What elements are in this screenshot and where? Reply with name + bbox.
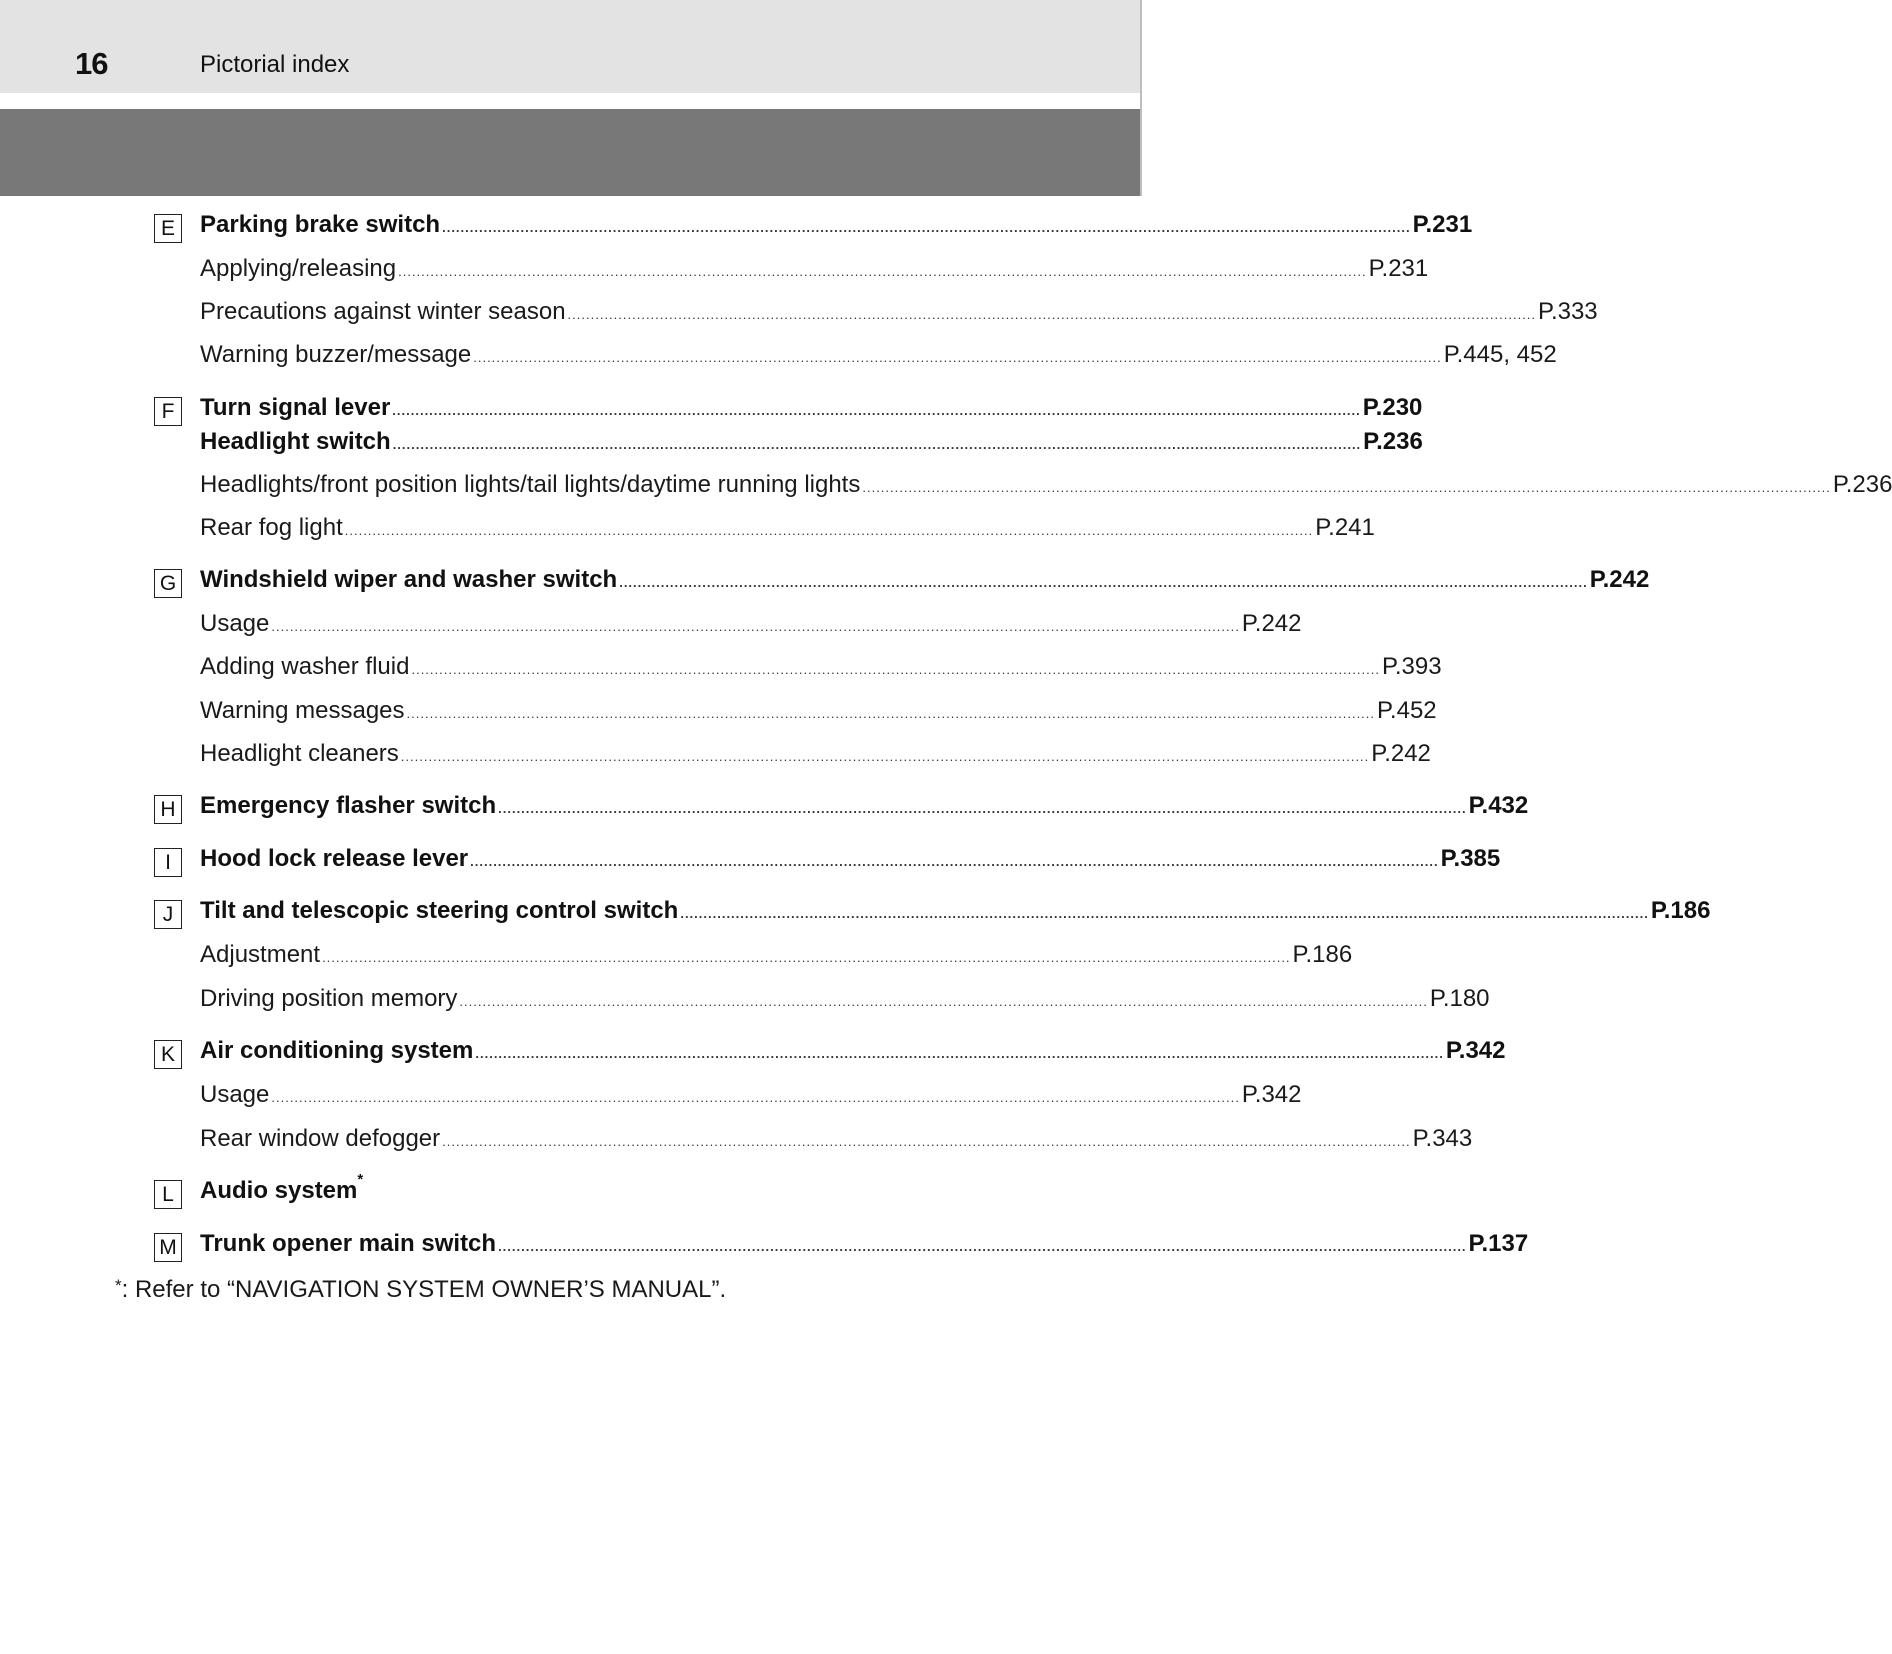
index-subentry-adjustment[interactable] bbox=[200, 941, 1353, 977]
footnote-marker: * bbox=[357, 1171, 364, 1188]
page-reference[interactable]: P.242 bbox=[1589, 566, 1650, 593]
entry-label: Tilt and telescopic steering control switch bbox=[200, 897, 679, 924]
index-subentry-usage[interactable] bbox=[200, 610, 1302, 646]
page-reference[interactable]: P.242 bbox=[1241, 610, 1302, 637]
section-title: Pictorial index bbox=[200, 51, 350, 78]
dot-leader: .................................................................................................................................................................................................................. bbox=[406, 706, 1376, 721]
entry-label: Headlight cleaners bbox=[200, 740, 399, 767]
index-subentry-driving-position-memory[interactable] bbox=[200, 985, 1490, 1021]
entry-label: Rear window defogger bbox=[200, 1125, 441, 1152]
entry-label: Headlight switch bbox=[200, 428, 391, 455]
index-entry-emergency-flasher[interactable] bbox=[200, 792, 1529, 828]
dot-leader: .................................................................................................................................................................................................................. bbox=[344, 523, 1314, 538]
item-badge-h: H bbox=[154, 795, 182, 824]
page-reference[interactable]: P.445, 452 bbox=[1443, 341, 1557, 368]
entry-label: Emergency flasher switch bbox=[200, 792, 497, 819]
dot-leader: .................................................................................................................................................................................................................. bbox=[470, 854, 1439, 869]
header-divider-band bbox=[0, 109, 1142, 196]
page-reference[interactable]: P.231 bbox=[1368, 255, 1429, 282]
entry-label: Turn signal lever bbox=[200, 394, 391, 421]
dot-leader: .................................................................................................................................................................................................................. bbox=[392, 403, 1361, 418]
page-reference[interactable]: P.393 bbox=[1381, 653, 1442, 680]
page-reference[interactable]: P.180 bbox=[1429, 985, 1490, 1012]
index-subentry-precautions-winter[interactable] bbox=[200, 298, 1598, 334]
page-reference[interactable]: P.241 bbox=[1315, 514, 1375, 541]
dot-leader: .................................................................................................................................................................................................................. bbox=[271, 1090, 1240, 1105]
dot-leader: .................................................................................................................................................................................................................. bbox=[680, 906, 1649, 921]
entry-label: Driving position memory bbox=[200, 985, 458, 1012]
dot-leader: .................................................................................................................................................................................................................. bbox=[567, 307, 1537, 322]
dot-leader: .................................................................................................................................................................................................................. bbox=[411, 662, 1380, 677]
entry-label-text: Audio system bbox=[200, 1177, 358, 1204]
page-reference[interactable]: P.452 bbox=[1377, 697, 1437, 724]
page-reference[interactable]: P.343 bbox=[1412, 1125, 1473, 1152]
index-entry-trunk-opener[interactable] bbox=[200, 1230, 1529, 1266]
index-entry-turn-signal-lever[interactable] bbox=[200, 394, 1423, 430]
page-reference[interactable]: P.342 bbox=[1241, 1081, 1302, 1108]
item-badge-j: J bbox=[154, 900, 182, 929]
page-reference[interactable]: P.385 bbox=[1440, 845, 1501, 872]
entry-label: Precautions against winter season bbox=[200, 298, 566, 325]
page-reference[interactable]: P.137 bbox=[1468, 1230, 1529, 1257]
index-entry-tilt-telescopic[interactable] bbox=[200, 897, 1711, 933]
dot-leader: .................................................................................................................................................................................................................. bbox=[473, 350, 1442, 365]
entry-label: Adjustment bbox=[200, 941, 321, 968]
entry-label: Parking brake switch bbox=[200, 211, 441, 238]
dot-leader: .................................................................................................................................................................................................................. bbox=[475, 1046, 1444, 1061]
index-subentry-warning-buzzer[interactable] bbox=[200, 341, 1557, 377]
page-reference[interactable]: P.186 bbox=[1650, 897, 1711, 924]
index-entry-parking-brake-switch[interactable] bbox=[200, 211, 1473, 247]
page-reference[interactable]: P.242 bbox=[1371, 740, 1431, 767]
index-subentry-headlight-cleaners[interactable] bbox=[200, 740, 1431, 776]
page-header bbox=[0, 0, 1142, 93]
entry-label: Hood lock release lever bbox=[200, 845, 469, 872]
index-entry-windshield-wiper[interactable] bbox=[200, 566, 1650, 602]
index-subentry-adding-washer-fluid[interactable] bbox=[200, 653, 1442, 689]
item-badge-l: L bbox=[154, 1180, 182, 1209]
dot-leader: .................................................................................................................................................................................................................. bbox=[498, 1239, 1467, 1254]
dot-leader: .................................................................................................................................................................................................................. bbox=[498, 801, 1467, 816]
dot-leader: .................................................................................................................................................................................................................. bbox=[322, 950, 1291, 965]
page-reference[interactable]: P.236 bbox=[1363, 428, 1423, 455]
item-badge-m: M bbox=[154, 1233, 182, 1262]
entry-label: Applying/releasing bbox=[200, 255, 397, 282]
index-entry-air-conditioning[interactable] bbox=[200, 1037, 1506, 1073]
footnote-marker: * bbox=[115, 1276, 122, 1295]
entry-label: Headlights/front position lights/tail lights/daytime running lights bbox=[200, 471, 861, 498]
footnote bbox=[115, 1272, 726, 1308]
index-entry-hood-lock-release[interactable] bbox=[200, 845, 1501, 881]
page-reference[interactable]: P.432 bbox=[1468, 792, 1529, 819]
page-reference[interactable]: P.342 bbox=[1445, 1037, 1506, 1064]
item-badge-i: I bbox=[154, 848, 182, 877]
index-subentry-applying-releasing[interactable] bbox=[200, 255, 1429, 291]
entry-label: Usage bbox=[200, 1081, 270, 1108]
index-entry-headlight-switch[interactable] bbox=[200, 428, 1423, 464]
entry-label: Usage bbox=[200, 610, 270, 637]
index-subentry-headlights-front-position[interactable] bbox=[200, 471, 1892, 507]
entry-label: Rear fog light bbox=[200, 514, 343, 541]
page-reference[interactable]: P.186 bbox=[1292, 941, 1353, 968]
entry-label: Adding washer fluid bbox=[200, 653, 410, 680]
footnote-text: : Refer to “NAVIGATION SYSTEM OWNER’S MANUAL”. bbox=[121, 1276, 727, 1303]
dot-leader: .................................................................................................................................................................................................................. bbox=[862, 480, 1831, 495]
item-badge-e: E bbox=[154, 214, 182, 243]
page-reference[interactable]: P.333 bbox=[1538, 298, 1598, 325]
page-edge-line bbox=[1140, 0, 1142, 196]
index-entry-audio-system[interactable] bbox=[200, 1171, 980, 1213]
page-number: 16 bbox=[75, 46, 108, 81]
index-subentry-rear-window-defogger[interactable] bbox=[200, 1125, 1473, 1161]
dot-leader: .................................................................................................................................................................................................................. bbox=[459, 994, 1428, 1009]
dot-leader: .................................................................................................................................................................................................................. bbox=[442, 1134, 1411, 1149]
dot-leader: .................................................................................................................................................................................................................. bbox=[442, 220, 1411, 235]
entry-label: Warning buzzer/message bbox=[200, 341, 472, 368]
entry-label: Windshield wiper and washer switch bbox=[200, 566, 618, 593]
page-reference[interactable]: P.231 bbox=[1412, 211, 1473, 238]
entry-label: Trunk opener main switch bbox=[200, 1230, 497, 1257]
page-reference[interactable]: P.236 bbox=[1832, 471, 1892, 498]
item-badge-f: F bbox=[154, 397, 182, 426]
entry-label bbox=[200, 1171, 364, 1205]
dot-leader: .................................................................................................................................................................................................................. bbox=[398, 264, 1367, 279]
index-subentry-ac-usage[interactable] bbox=[200, 1081, 1302, 1117]
item-badge-g: G bbox=[154, 569, 182, 598]
index-subentry-warning-messages[interactable] bbox=[200, 697, 1437, 733]
dot-leader: .................................................................................................................................................................................................................. bbox=[619, 575, 1588, 590]
entry-label: Warning messages bbox=[200, 697, 405, 724]
dot-leader: .................................................................................................................................................................................................................. bbox=[271, 619, 1240, 634]
page-reference[interactable]: P.230 bbox=[1362, 394, 1423, 421]
entry-label: Air conditioning system bbox=[200, 1037, 474, 1064]
dot-leader: .................................................................................................................................................................................................................. bbox=[400, 749, 1370, 764]
item-badge-k: K bbox=[154, 1040, 182, 1069]
dot-leader: .................................................................................................................................................................................................................. bbox=[392, 437, 1362, 452]
index-subentry-rear-fog-light[interactable] bbox=[200, 514, 1375, 550]
